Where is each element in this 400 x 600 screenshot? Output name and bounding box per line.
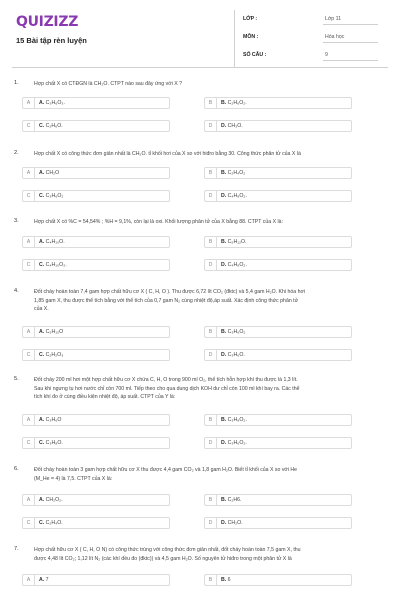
option-a[interactable]: [22, 167, 170, 179]
option-text: A. CH₂O: [39, 170, 60, 176]
option-letter: B: [205, 168, 217, 178]
question-text: Hợp chất X có CTĐGN là CH₂O. CTPT nào sau đây ứng với X ?: [34, 81, 182, 87]
option-letter: B: [205, 237, 217, 247]
meta-value: Lớp 11: [325, 16, 341, 22]
option-letter: C: [23, 438, 35, 448]
option-letter: A: [23, 415, 35, 425]
question-number: 4.: [14, 288, 19, 294]
option-letter: B: [205, 495, 217, 505]
meta-row-subject: [243, 30, 384, 44]
option-letter: C: [23, 260, 35, 270]
option-text: B. C₅H₁₂O.: [221, 239, 247, 245]
question-line: tích khí đo ở cùng điều kiện nhiệt độ, áp suất. CTPT của Y là:: [34, 394, 176, 401]
option-text: D. C₄H₈O₂.: [221, 193, 247, 199]
meta-row-class: [243, 12, 384, 26]
option-c[interactable]: [22, 349, 170, 361]
question-number: 2.: [14, 150, 19, 156]
meta-label: LỚP :: [243, 16, 258, 22]
option-text: C. C₂H₄O.: [39, 520, 63, 526]
option-c[interactable]: [22, 437, 170, 449]
option-letter: C: [23, 518, 35, 528]
option-c[interactable]: [22, 259, 170, 271]
option-text: D. CH₃O.: [221, 123, 243, 129]
question-text: [34, 376, 384, 402]
question-number: 5.: [14, 376, 19, 382]
option-letter: A: [23, 237, 35, 247]
question-line: 1,85 gam X, thu được thể tích bằng với thể tích của 0,7 gam N₂ cùng nhiệt độ,áp suất. Xác định công thức phân tử: [34, 297, 299, 304]
option-text: A. 7: [39, 577, 49, 583]
question-text: Hợp chất X có %C = 54,54% ; %H = 9,1%, còn lại là oxi. Khối lượng phân tử của X bằng 88. CTPT của X là:: [34, 219, 283, 225]
option-text: B. C₂H₄O₂: [221, 170, 246, 176]
question-line: Đốt cháy hoàn toàn 3 gam hợp chất hữu cơ X thu được 4,4 gam CO₂ và 1,8 gam H₂O. Biết tỉ khối của X so với He: [34, 467, 298, 473]
option-text: B. C₂H₆O₂.: [221, 100, 247, 106]
option-text: B. 6: [221, 577, 231, 583]
option-text: A. C₅H₁₀O: [39, 329, 64, 335]
option-letter: B: [205, 98, 217, 108]
option-letter: D: [205, 121, 217, 131]
option-letter: D: [205, 260, 217, 270]
option-letter: A: [23, 168, 35, 178]
meta-label: MÔN :: [243, 34, 259, 40]
option-b[interactable]: [204, 97, 352, 109]
option-text: A. C₃H₆O₃.: [39, 100, 65, 106]
option-text: C. C₄H₁₀O₂.: [39, 262, 67, 268]
option-letter: B: [205, 415, 217, 425]
question-number: 6.: [14, 466, 19, 472]
option-d[interactable]: [204, 190, 352, 202]
option-text: B. C₃H₈O₂.: [221, 417, 247, 423]
option-letter: A: [23, 495, 35, 505]
quizizz-logo: QUIZIZZ: [16, 14, 79, 30]
question-line: Sau khi ngưng tụ hơi nước chỉ còn 700 ml. Tiếp theo cho qua dung dịch KOH dư chỉ còn 100 ml khí bay ra. Các thể: [34, 385, 300, 392]
question-number: 1.: [14, 80, 19, 86]
option-text: C. C₃H₆O₂: [39, 193, 64, 199]
option-letter: B: [205, 575, 217, 585]
question-line: (M_He = 4) là 7,5. CTPT của X là:: [34, 475, 113, 482]
option-letter: D: [205, 350, 217, 360]
option-text: D. C₄H₈O₂.: [221, 262, 247, 268]
option-text: C. C₃H₈O.: [39, 440, 63, 446]
option-a[interactable]: [22, 414, 170, 426]
question-number: 3.: [14, 218, 19, 224]
option-text: A. C₃H₆O: [39, 417, 62, 423]
option-text: A. C₄H₁₀O.: [39, 239, 65, 245]
worksheet-header: [12, 10, 388, 68]
worksheet-title: 15 Bài tập rèn luyện: [16, 36, 87, 45]
option-letter: A: [23, 575, 35, 585]
option-b[interactable]: [204, 414, 352, 426]
option-text: D. C₃H₆O₂.: [221, 440, 247, 446]
option-text: B. C₃H₆O₂: [221, 329, 246, 335]
option-a[interactable]: [22, 97, 170, 109]
question-line: Hợp chất hữu cơ X ( C, H, O N) có công thức trùng với công thức đơn giản nhất, đốt cháy hoàn toàn 7,5 gam X, thu: [34, 547, 301, 553]
option-text: C. C₂H₂O₃: [39, 352, 64, 358]
question-number: 7.: [14, 546, 19, 552]
meta-value: 9: [325, 52, 328, 58]
option-letter: A: [23, 98, 35, 108]
meta-box: [234, 10, 388, 68]
option-d[interactable]: [204, 120, 352, 132]
option-letter: D: [205, 438, 217, 448]
option-letter: C: [23, 191, 35, 201]
option-text: D. CH₂O.: [221, 520, 243, 526]
option-letter: B: [205, 327, 217, 337]
question-line: Đốt cháy 200 ml hơi một hợp chất hữu cơ X chứa C, H, O trong 900 ml O₂, thể tích hỗn hợp khí thu được là 1,3 lít.: [34, 377, 298, 383]
option-b[interactable]: [204, 574, 352, 586]
option-c[interactable]: [22, 517, 170, 529]
option-d[interactable]: [204, 259, 352, 271]
option-letter: A: [23, 327, 35, 337]
option-c[interactable]: [22, 120, 170, 132]
meta-row-count: [243, 48, 384, 62]
option-b[interactable]: [204, 326, 352, 338]
question-text: Hợp chất X có công thức đơn giản nhất là CH₂O. tỉ khối hơi của X so với hiđro bằng 30. Công thức phân tử của X là: [34, 151, 301, 157]
question-line: Đốt cháy hoàn toàn 7,4 gam hợp chất hữu cơ X ( C, H, O ). Thu được 6,72 lít CO₂ (đktc) và 5,4 gam H₂O. Khi hóa hơi: [34, 289, 306, 295]
option-text: A. CH₂O₂.: [39, 497, 63, 503]
option-b[interactable]: [204, 494, 352, 506]
option-letter: D: [205, 518, 217, 528]
meta-value: Hóa học: [325, 34, 345, 40]
option-a[interactable]: [22, 574, 170, 586]
option-c[interactable]: [22, 190, 170, 202]
option-letter: C: [23, 350, 35, 360]
meta-label: SỐ CÂU :: [243, 52, 267, 58]
option-letter: D: [205, 191, 217, 201]
option-d[interactable]: [204, 437, 352, 449]
option-d[interactable]: [204, 349, 352, 361]
question-line: của X.: [34, 306, 49, 313]
option-text: C. C₂H₆O.: [39, 123, 63, 129]
question-line: được 4,48 lít CO₂; 1,12 lít N₂ (các khí đều đo (đktc)) và 4,5 gam H₂O. Số nguyên tử hiđro trong một phân tử X là: [34, 555, 292, 562]
option-text: B. C₂H6.: [221, 497, 242, 503]
option-a[interactable]: [22, 236, 170, 248]
option-a[interactable]: [22, 494, 170, 506]
option-b[interactable]: [204, 167, 352, 179]
question-text: [34, 546, 384, 563]
question-text: [34, 288, 384, 314]
question-text: [34, 466, 384, 483]
option-letter: C: [23, 121, 35, 131]
option-b[interactable]: [204, 236, 352, 248]
option-d[interactable]: [204, 517, 352, 529]
option-a[interactable]: [22, 326, 170, 338]
option-text: D. C₃H₆O.: [221, 352, 245, 358]
